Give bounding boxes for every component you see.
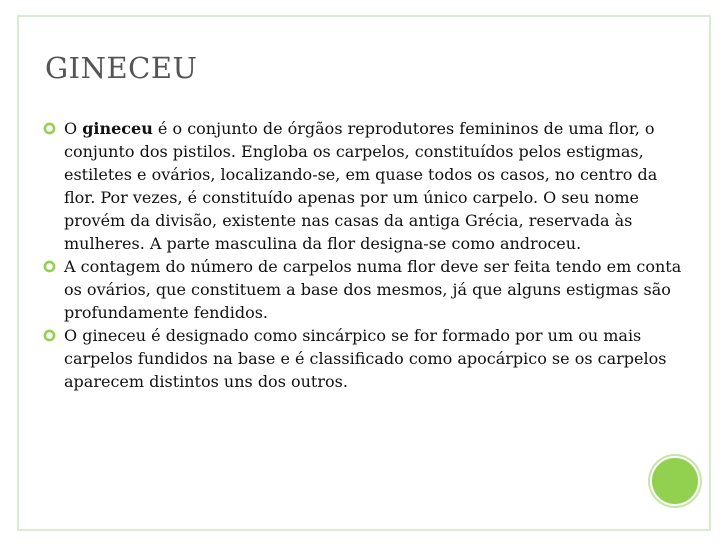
bullet-item	[40, 324, 690, 393]
bullet-text: A contagem do número de carpelos numa flor deve ser feita tendo em conta os ovários, que constituem a base dos mesmos, já que alguns estigmas são profundamente fendidos.	[64, 257, 682, 322]
slide-title: GINECEU	[45, 51, 198, 85]
bullet-text: O gineceu é designado como sincárpico se for formado por um ou mais carpelos fundidos na base e é classificado como apocárpico se os carpelos aparecem distintos uns dos outros.	[64, 326, 667, 391]
ring-bullet-icon	[43, 260, 56, 273]
bullet-lead: O	[64, 119, 83, 138]
bullet-list	[40, 117, 690, 393]
bullet-bold-term: gineceu	[82, 119, 153, 138]
green-circle-decoration	[650, 456, 700, 506]
bullet-text: é o conjunto de órgãos reprodutores femininos de uma flor, o conjunto dos pistilos. Engloba os carpelos, constituídos pelos estigmas, estiletes e ovários, localizando-se, em quase todos os casos, no centro da flor. Por vezes, é constituído apenas por um único carpelo. O seu nome provém da divisão, existente nas casas da antiga Grécia, reservada às mulheres. A parte masculina da flor designa-se como androceu.	[64, 119, 658, 253]
ring-bullet-icon	[43, 329, 56, 342]
bullet-item	[40, 117, 690, 255]
bullet-item	[40, 255, 690, 324]
ring-bullet-icon	[43, 122, 56, 135]
